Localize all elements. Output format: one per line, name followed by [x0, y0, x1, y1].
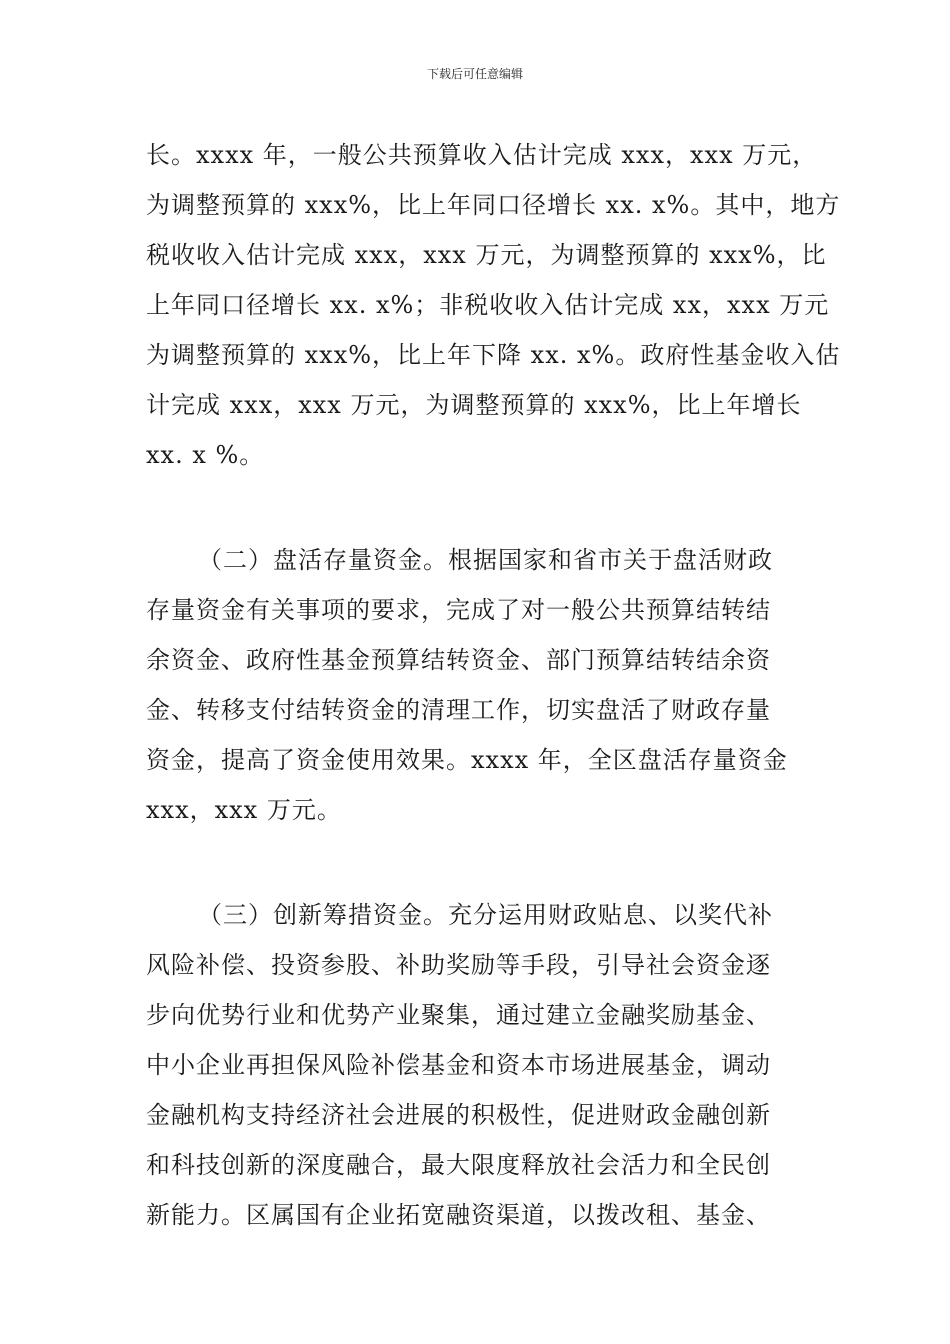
text-line: 金、转移支付结转资金的清理工作，切实盘活了财政存量	[146, 696, 771, 724]
text-line: 风险补偿、投资参股、补助奖励等手段，引导社会资金逐	[146, 951, 771, 979]
text-line: 步向优势行业和优势产业聚集，通过建立金融奖励基金、	[146, 1001, 771, 1029]
document-body	[146, 130, 841, 1240]
text-line: 计完成 xxx，xxx 万元，为调整预算的 xxx%，比上年增长	[146, 391, 802, 419]
text-line: 税收收入估计完成 xxx，xxx 万元，为调整预算的 xxx%，比	[146, 241, 827, 269]
text-line: xx. x %。	[146, 441, 265, 469]
page-header: 下载后可任意编辑	[426, 67, 523, 81]
text-line: 为调整预算的 xxx%，比上年同口径增长 xx. x%。其中，地方	[146, 191, 841, 219]
text-line: 金融机构支持经济社会进展的积极性，促进财政金融创新	[146, 1101, 771, 1129]
text-line: （二）盘活存量资金。根据国家和省市关于盘活财政	[198, 546, 773, 574]
text-line: 存量资金有关事项的要求，完成了对一般公共预算结转结	[146, 596, 771, 624]
text-line: （三）创新筹措资金。充分运用财政贴息、以奖代补	[198, 901, 773, 929]
text-line: 余资金、政府性基金预算结转资金、部门预算结转结余资	[146, 646, 771, 674]
paragraph-spacer	[146, 480, 816, 535]
text-line: 上年同口径增长 xx. x%；非税收收入估计完成 xx，xxx 万元	[146, 291, 830, 319]
paragraph-spacer	[146, 835, 816, 890]
text-line: 长。xxxx 年，一般公共预算收入估计完成 xxx，xxx 万元，	[146, 141, 818, 169]
paragraph-stock-funds	[146, 535, 816, 835]
text-line: xxx，xxx 万元。	[146, 796, 342, 824]
paragraph-revenue	[146, 130, 841, 480]
text-line: 为调整预算的 xxx%，比上年下降 xx. x%。政府性基金收入估	[146, 341, 841, 369]
text-line: 资金，提高了资金使用效果。xxxx 年，全区盘活存量资金	[146, 746, 788, 774]
paragraph-innovative-funding	[146, 890, 816, 1240]
text-line: 新能力。区属国有企业拓宽融资渠道，以拨改租、基金、	[146, 1201, 771, 1229]
text-line: 中小企业再担保风险补偿基金和资本市场进展基金，调动	[146, 1051, 771, 1079]
text-line: 和科技创新的深度融合，最大限度释放社会活力和全民创	[146, 1151, 771, 1179]
